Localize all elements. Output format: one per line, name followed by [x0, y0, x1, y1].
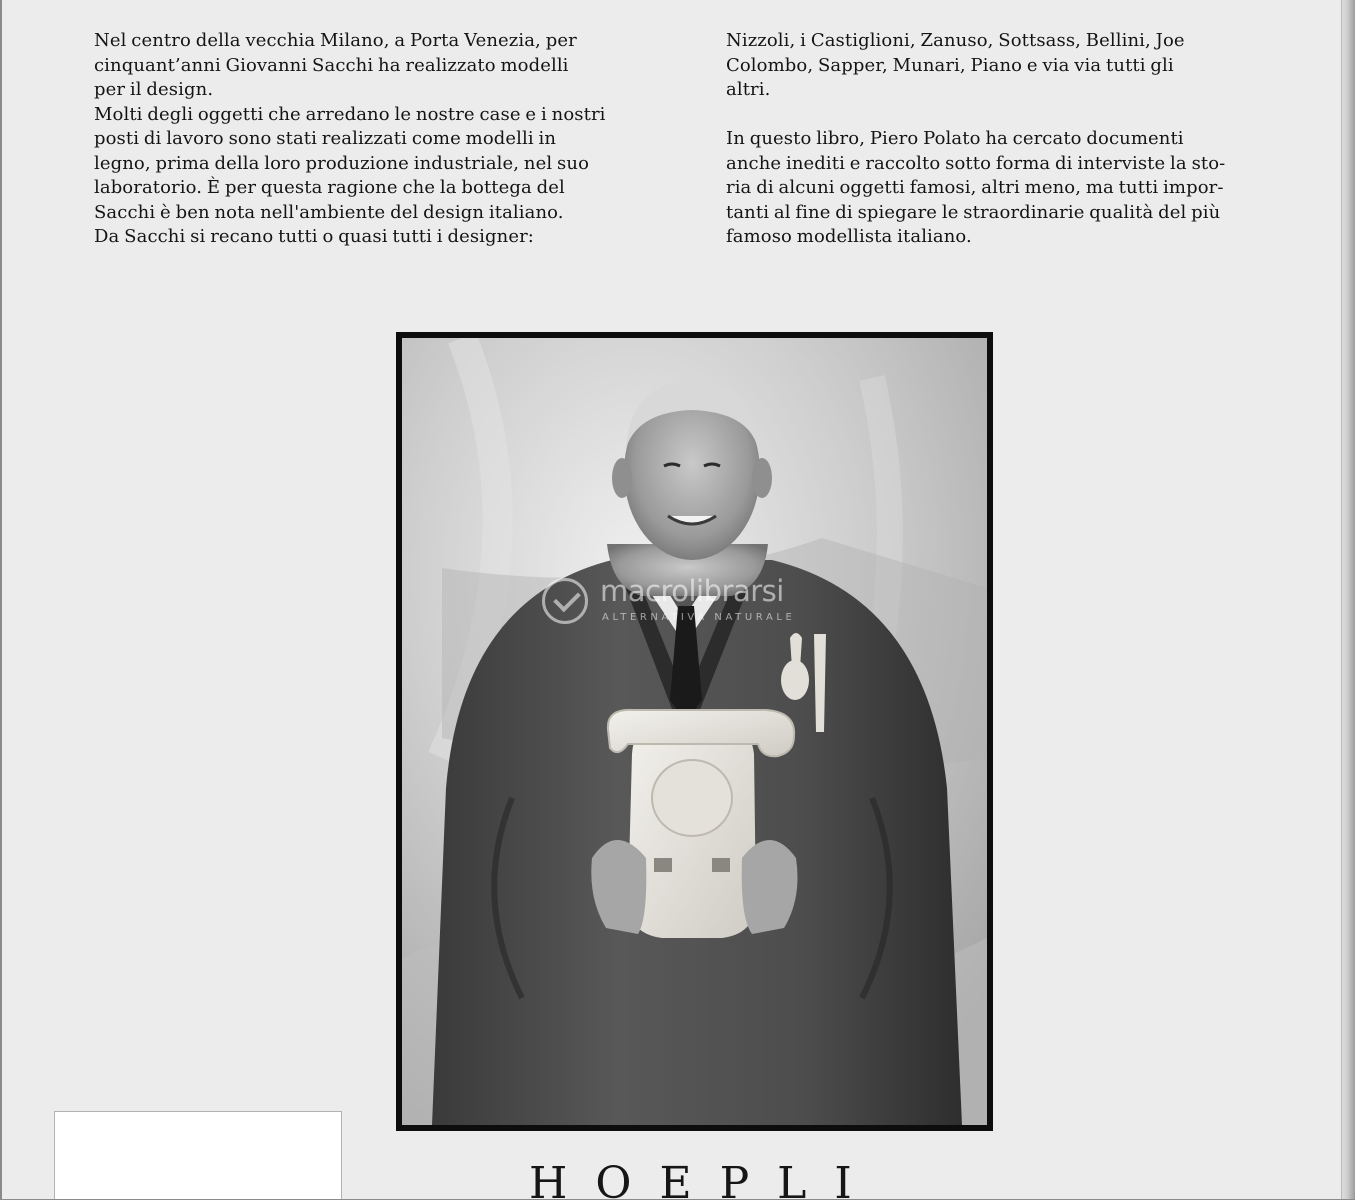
watermark-subtitle: ALTERNATIVA NATURALE — [602, 612, 796, 623]
page-edge — [1341, 0, 1355, 1200]
paragraph-gap — [726, 103, 1301, 128]
blurb-line: Colombo, Sapper, Munari, Piano e via via tutti gli — [726, 54, 1174, 76]
blurb-line: famoso modellista italiano. — [726, 226, 972, 247]
blurb-line: legno, prima della loro produzione industriale, nel suo — [94, 152, 590, 174]
blurb-line: Sacchi è ben nota nell'ambiente del design italiano. — [94, 201, 564, 223]
blurb-line: altri. — [726, 79, 771, 100]
blurb-right-column — [726, 29, 1301, 250]
blurb-line: per il design. — [94, 79, 214, 100]
blurb-line: posti di lavoro sono stati realizzati come modelli in — [94, 128, 557, 149]
watermark-title: macrolibrarsi — [600, 574, 784, 608]
blurb-line: laboratorio. È per questa ragione che la bottega del — [94, 177, 565, 198]
photo-frame — [396, 332, 993, 1131]
blurb-line: tanti al fine di spiegare le straordinarie qualità del più — [726, 201, 1221, 223]
blurb-line: In questo libro, Piero Polato ha cercato documenti — [726, 128, 1184, 149]
blurb-line: Nizzoli, i Castiglioni, Zanuso, Sottsass, Bellini, Joe — [726, 30, 1185, 51]
barcode-label-sticker — [54, 1111, 342, 1200]
blurb-line: Da Sacchi si recano tutti o quasi tutti i designer: — [94, 226, 534, 247]
blurb-line: anche inediti e raccolto sotto forma di interviste la sto- — [726, 152, 1226, 174]
watermark — [542, 574, 842, 634]
publisher-name: HOEPLI — [529, 1158, 880, 1200]
portrait-illustration — [402, 338, 987, 1125]
blurb-line: Molti degli oggetti che arredano le nostre case e i nostri — [94, 103, 606, 125]
blurb-line: cinquant’anni Giovanni Sacchi ha realizzato modelli — [94, 54, 569, 76]
portrait-photo — [402, 338, 987, 1125]
blurb-left-column — [94, 29, 679, 250]
blurb-line: ria di alcuni oggetti famosi, altri meno, ma tutti impor- — [726, 177, 1224, 198]
checkmark-icon — [542, 578, 588, 624]
blurb-line: Nel centro della vecchia Milano, a Porta Venezia, per — [94, 30, 577, 51]
